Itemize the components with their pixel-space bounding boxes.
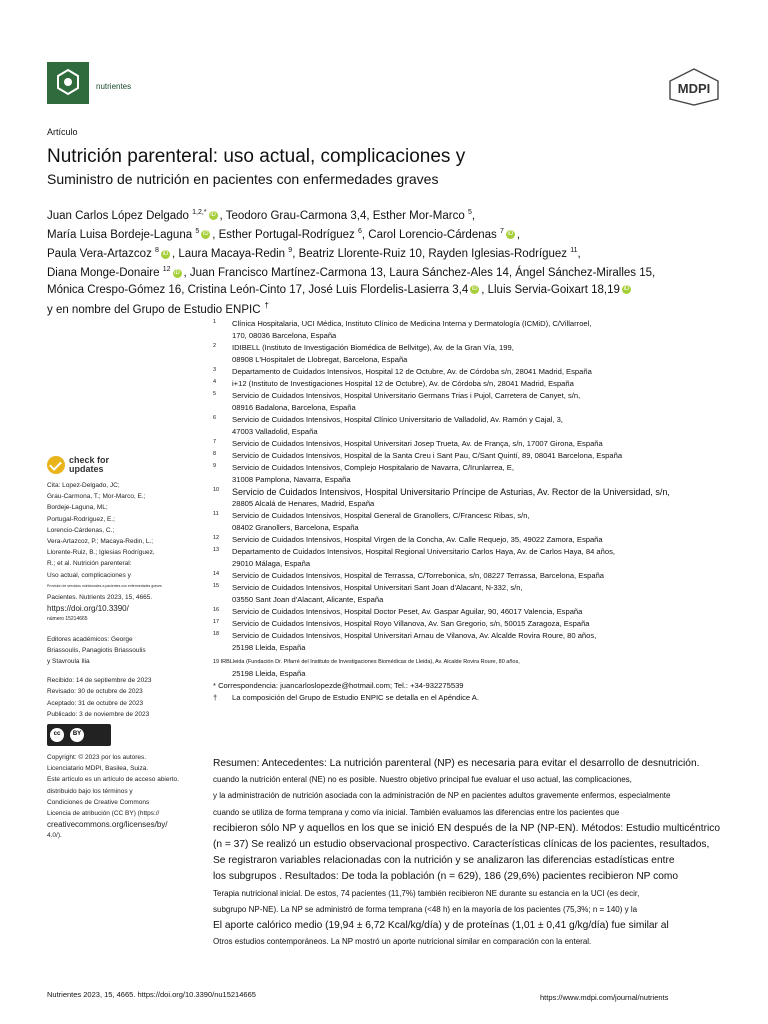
affiliation-item: 12 Servicio de Cuidados Intensivos, Hospital Virgen de la Concha, Av. Calle Requejo, 35, 49022 Zamora, España [213, 535, 603, 544]
abstract [213, 756, 733, 950]
orcid-icon[interactable]: iD [507, 231, 514, 238]
copyright-line: Licencia de atribución (CC BY) (https:// [47, 810, 160, 818]
affiliation-item: 1 Clínica Hospitalaria, UCI Médica, Instituto Clínico de Medicina Interna y Dermatología (ICMiD), C/Villarroel, 170, 08036 Barcelona, España [213, 319, 592, 340]
journal-name: nutrientes [96, 82, 132, 91]
copyright-line: Licenciatario MDPI, Basilea, Suiza. [47, 765, 149, 773]
editors-line: y Stavroula Ilia [47, 658, 90, 666]
cite-line: Vera-Artazcoz, P.; Macaya-Redin, L.; [47, 538, 154, 546]
affiliation-item: 14 Servicio de Cuidados Intensivos, Hospital de Terrassa, C/Torrebonica, s/n, 08227 Terrassa, Barcelona, España [213, 571, 605, 580]
abstract-line: y la administración de nutrición asociada con la administración de NP en pacientes adultos gravemente enfermos, especialmente [213, 791, 671, 801]
orcid-icon[interactable]: iD [623, 285, 630, 292]
group-note: † La composición del Grupo de Estudio ENPIC se detalla en el Apéndice A. [213, 693, 479, 702]
author-line: Juan Carlos López Delgado $^{1,2,*}$ iD , Teodoro Grau-Carmona 3,4, Esther Mor-Marco $^5$, [47, 209, 476, 222]
sidebar [47, 456, 207, 842]
orcid-icon[interactable]: iD [174, 269, 180, 276]
mdpi-logo [668, 68, 720, 106]
cite-line: R.; et al. Nutrición parenteral: [47, 560, 132, 568]
cite-line: Cita: Lopez-Delgado, JC; [47, 482, 120, 489]
author-list [47, 205, 737, 318]
abstract-line: recibieron sólo NP y aquellos en los que se inició EN después de la NP (NP-EN). Métodos: Estudio multicéntrico [213, 822, 720, 834]
affiliation-19: 19 IRBLleida (Fundación Dr. Pifarré del Instituto de Investigaciones Biomédicas de Lleida), Av. Alcalde Rovira Roure, 80 años, [213, 659, 520, 665]
editors-line: Editores académicos: George [47, 635, 133, 643]
affiliation-19-line2: 25198 Lleida, España [232, 669, 306, 678]
cite-line: Bordeje-Laguna, ML; [47, 504, 108, 512]
author-line: Mónica Crespo-Gómez 16, Cristina León-Cinto 17, José Luis Flordelis-Lasierra 3,4 iD , Lluis Servia-Goixart 18,19 iD [47, 283, 630, 296]
article-type: Artículo [47, 127, 78, 137]
affiliation-item: 17 Servicio de Cuidados Intensivos, Hospital Royo Villanova, Av. San Gregorio, s/n, 50015 Zaragoza, España [213, 619, 590, 628]
cite-journal: Pacientes. Nutrients 2023, 15, 4665. [47, 594, 153, 602]
author-line: Diana Monge-Donaire $^{12}$ iD , Juan Francisco Martínez-Carmona 13, Laura Sánchez-Ales 14, Ángel Sánchez-Miralles 15, [47, 266, 656, 280]
footer-journal-url[interactable]: https://www.mdpi.com/journal/nutrients [540, 993, 669, 1002]
affiliation-item: 7 Servicio de Cuidados Intensivos, Hospital Universitari Josep Trueta, Av. de França, s/n, 17007 Girona, España [213, 439, 603, 448]
cite-line: Uso actual, complicaciones y [47, 571, 131, 579]
affiliation-item: 3 Departamento de Cuidados Intensivos, Hospital 12 de Octubre, Av. de Córdoba s/n, 28041 Madrid, España [213, 367, 592, 376]
check-updates-icon [47, 456, 65, 474]
abstract-line: cuando se utiliza de forma temprana y como vía inicial. También evaluamos las diferencias entre los pacientes que [213, 807, 620, 817]
abstract-line: El aporte calórico medio (19,94 ± 6,72 Kcal/kg/día) y de proteínas (1,01 ± 0,41 g/kg/día) fue similar al [213, 920, 669, 932]
affiliation-item: 9 Servicio de Cuidados Intensivos, Complejo Hospitalario de Navarra, C/Irunlarrea, E, 31008 Pamplona, Navarra, España [213, 463, 514, 484]
abstract-line: Se registraron variables relacionadas con la nutrición y se analizaron las diferencias estadísticas entre [213, 855, 675, 867]
affiliation-item: 8 Servicio de Cuidados Intensivos, Hospital de la Santa Creu i Sant Pau, C/Sant Quintí, 89, 08041 Barcelona, España [213, 451, 623, 460]
date-accepted: Aceptado: 31 de octubre de 2023 [47, 699, 144, 707]
article-number: número 15214665 [47, 616, 88, 623]
affiliation-item: 13 Departamento de Cuidados Intensivos, Hospital Regional Universitario Carlos Haya, Av. de Carlos Haya, 84 años, 29010 Málaga, España [213, 547, 615, 568]
orcid-icon[interactable]: iD [210, 212, 216, 219]
copyright-line: Condiciones de Creative Commons [47, 798, 150, 806]
affiliation-item: 15 Servicio de Cuidados Intensivos, Hospital Universitari Sant Joan d'Alacant, N-332, s/n, 03550 Sant Joan d'Alacant, Alicante, España [213, 583, 523, 604]
orcid-icon[interactable]: iD [202, 231, 209, 238]
cite-tiny: Provisión de servicios nutricionales a pacientes con enfermedades graves [47, 583, 162, 588]
orcid-icon[interactable]: iD [471, 285, 478, 292]
orcid-icon[interactable]: iD [162, 250, 169, 257]
abstract-line: (n = 37) Se realizó un estudio observacional prospectivo. Características clínicas de los pacientes, resultados, [213, 839, 710, 851]
correspondence: * Correspondencia: juancarloslopezde@hotmail.com; Tel.: +34-932275539 [213, 681, 464, 690]
affiliation-item: 18 Servicio de Cuidados Intensivos, Hospital Universitari Arnau de Vilanova, Av. Alcalde Rovira Roure, 80 años, 25198 Lleida, España [213, 631, 597, 652]
affiliation-item: 2 IDIBELL (Instituto de Investigación Biomédica de Bellvitge), Av. de la Gran Vía, 199, 08908 L'Hospitalet de Llobregat, Barcelona, España [213, 343, 514, 364]
affiliation-item: 10 Servicio de Cuidados Intensivos, Hospital Universitario Príncipe de Asturias, Av. Rector de la Universidad, s/n, 28805 Alcalá de Henares, Madrid, España [213, 487, 670, 508]
cc-icon: cc [50, 728, 64, 742]
article-title: Nutrición parenteral: uso actual, complicaciones y [47, 146, 466, 167]
abstract-line: Resumen: Antecedentes: La nutrición parenteral (NP) es necesaria para evitar el desarrollo de desnutrición. [213, 758, 700, 769]
mdpi-logo-text: MDPI [677, 81, 711, 96]
cite-line: Portugal-Rodríguez, E.; [47, 515, 115, 523]
affiliation-item: 11 Servicio de Cuidados Intensivos, Hospital General de Granollers, C/Francesc Ribas, s/n, 08402 Granollers, Barcelona, España [213, 511, 530, 532]
copyright-line: Copyright: © 2023 por los autores. [47, 754, 147, 762]
date-received: Recibido: 14 de septiembre de 2023 [47, 677, 152, 685]
editors-line: Briassoulis, Panagiotis Briassoulis [47, 646, 146, 654]
author-line: Paula Vera-Artazcoz $^8$ iD , Laura Macaya-Redin $^9$, Beatriz Llorente-Ruiz 10, Rayden Iglesias-Rodríguez $^{11}$, [47, 247, 581, 261]
copyright-line: Este artículo es un artículo de acceso abierto. [47, 776, 179, 784]
cc-license-badge[interactable] [47, 724, 111, 746]
cite-line: Lorencio-Cárdenas, C.; [47, 526, 115, 534]
author-line: María Luisa Bordeje-Laguna $^5$ iD , Esther Portugal-Rodríguez $^6$, Carol Lorencio-Cárdenas $^7$ iD , [47, 228, 521, 241]
affiliation-item: 6 Servicio de Cuidados Intensivos, Hospital Clínico Universitario de Valladolid, Av. Ramón y Cajal, 3, 47003 Valladolid, España [213, 415, 563, 436]
copyright-line: 4.0/). [47, 832, 62, 840]
journal-logo [47, 62, 89, 104]
affiliation-item: 5 Servicio de Cuidados Intensivos, Hospital Universitario Germans Trias i Pujol, Carretera de Canyet, s/n, 08916 Badalona, Barcelona, España [213, 391, 581, 412]
affiliation-item: 16 Servicio de Cuidados Intensivos, Hospital Doctor Peset, Av. Gaspar Aguilar, 90, 46017 Valencia, España [213, 607, 583, 616]
affiliation-item: 4 i+12 (Instituto de Investigaciones Hospital 12 de Octubre), Av. de Córdoba s/n, 28041 Madrid, España [213, 379, 574, 388]
author-line: y en nombre del Grupo de Estudio ENPIC † [47, 300, 269, 316]
license-link[interactable]: creativecommons.org/licenses/by/ [47, 820, 168, 830]
article-subtitle: Suministro de nutrición en pacientes con enfermedades graves [47, 171, 439, 187]
abstract-line: cuando la nutrición enteral (NE) no es posible. Nuestro objetivo principal fue evaluar el uso actual, las complicaciones, [213, 775, 632, 785]
date-published: Publicado: 3 de noviembre de 2023 [47, 710, 150, 718]
cite-line: Llorente-Ruiz, B.; Iglesias Rodríguez, [47, 549, 155, 557]
abstract-line: Otros estudios contemporáneos. La NP mostró un aporte nutricional similar en comparación con la enteral. [213, 937, 592, 947]
abstract-line: subgrupo NP-NE). La NP se administró de forma temprana (<48 h) en la mayoría de los pacientes (75,3%; n = 140) y la [213, 904, 638, 914]
cite-line: Grau-Carmona, T.; Mor-Marco, E.; [47, 493, 146, 501]
abstract-line: Terapia nutricional inicial. De estos, 74 pacientes (11,7%) también recibieron NE durante su estancia en la UCI (es decir, [213, 888, 640, 898]
by-icon: BY [70, 728, 84, 742]
affiliations [213, 318, 733, 704]
date-revised: Revisado: 30 de octubre de 2023 [47, 688, 143, 696]
abstract-line: los subgrupos . Resultados: De toda la población (n = 629), 186 (29,6%) pacientes recibieron NP como [213, 871, 679, 883]
footer-citation[interactable]: Nutrientes 2023, 15, 4665. https://doi.org/10.3390/nu15214665 [47, 990, 256, 999]
check-for-updates[interactable]: check for updates [47, 456, 207, 474]
copyright-line: distribuido bajo los términos y [47, 787, 133, 795]
doi-link[interactable]: https://doi.org/10.3390/ [47, 604, 129, 614]
